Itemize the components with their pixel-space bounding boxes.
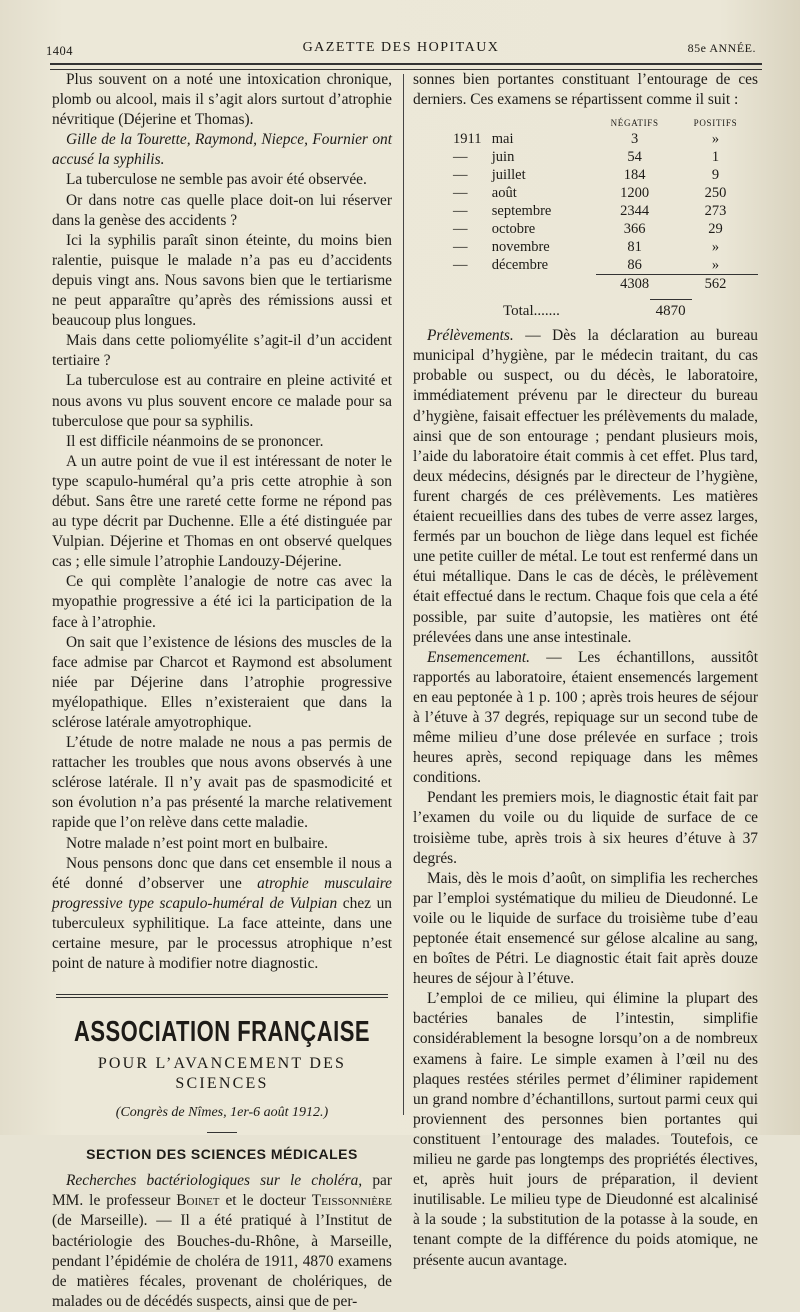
year-label: 85e ANNÉE. (687, 41, 756, 55)
paragraph: On sait que l’existence de lésions des muscles de la face admise par Charcot et Raymond est absolument niée par Déjerine dans l’atrophie progressive myélopathique. Elles n’existeraient que dans la sclérose latérale amyotrophique. (52, 633, 392, 731)
paragraph: La tuberculose est au contraire en pleine activité et nous avons vu plus souvent encore ce malade pour sa tuberculose que pour sa syphilis. (52, 372, 392, 430)
paragraph: Prélèvements. — Dès la déclaration au bureau municipal d’hygiène, par le médecin traitant, du cas probable ou suspect, ou du décès, le laboratoire, immédiatement prévenu par le directeur du bureau d’hygiène, faisait effectuer les prélèvements du malade, ainsi que de son entourage ; pendant plusieurs mois, l’aide du laboratoire était commis à cet effet. Plus tard, deux médecins, désignés par le directeur de l’hygiène, furent chargés de ces prélèvements. Les matières étaient recueillies dans des tubes de verre assez larges, fermés par un bouchon de liège dans lequel est fichée une petite cuiller de métal. Le tout est renfermé dans un étui métallique. Dans le cas de décès, le prélèvement était effectué dans le rectum. Chaque fois que cela a été possible, par suite d’autopsie, les matières ont été prélevées dans une anse intestinale. (413, 327, 758, 646)
paragraph: Il est difficile néanmoins de se prononcer. (66, 432, 324, 450)
total-value: 4870 (650, 299, 692, 322)
association-subtitle: POUR L’AVANCEMENT DES SCIENCES (97, 1055, 347, 1093)
total-row: Total....... 4870 (413, 299, 758, 322)
left-column (52, 70, 392, 1312)
paragraph: Mais, dès le mois d’août, on simplifia les recherches par l’emploi systématique du milieu de Dieudonné. Le voile ou le liquide de surface du troisième tube d’eau peptonée était ensemencé sur gélose alcaline au sang, en boîtes de Pétri. Le diagnostic était fait après douze heures de séjour à l’étuve. (413, 869, 758, 988)
table-header (453, 116, 758, 130)
paragraph: L’étude de notre malade ne nous a pas permis de rattacher les troubles que nous avons observés à une sclérose latérale. Il n’y avait pas de spasmodicité et son évolution n’a pas présenté la marche relativement rapide que l’on relève dans cette maladie. (52, 734, 392, 832)
paragraph: Mais dans cette poliomyélite s’agit-il d’un accident tertiaire ? (52, 332, 392, 370)
section-separator (56, 994, 388, 998)
paragraph: Gille de la Tourette, Raymond, Niepce, Fournier ont accusé la syphilis. (52, 131, 392, 169)
table-row: — novembre 81 » (453, 239, 720, 256)
exam-table (453, 116, 758, 293)
association-title: ASSOCIATION FRANÇAISE (73, 1015, 371, 1048)
short-rule (207, 1132, 237, 1133)
sum-positifs: 562 (673, 275, 758, 294)
section-title: SECTION DES SCIENCES MÉDICALES (86, 1146, 358, 1163)
paragraph: sonnes bien portantes constituant l’entourage de ces derniers. Ces examens se répartissent comme il suit : (413, 71, 758, 109)
table-row: 1911 mai 3 » (453, 131, 720, 148)
table-row: — août 1200 250 (453, 185, 727, 202)
paragraph: Recherches bactériologiques sur le choléra, par MM. le professeur Boinet et le docteur Teissonnière (de Marseille). — Il a été pratiqué à l’Institut de bactériologie des Bouches-du-Rhône, à Marseille, pendant l’épidémie de choléra de 1911, 4870 examens de matières fécales, provenant de cholériques, de malades ou de décédés suspects, ainsi que de per- (52, 1172, 392, 1310)
paragraph: Ici la syphilis paraît sinon éteinte, du moins bien ralentie, puisque le malade n’a pas eu d’accidents depuis vingt ans. Nous savons bien que le tertiarisme ne peut apparaître qu’après des rémissions aussi et beaucoup plus longues. (52, 231, 392, 330)
header-negatifs: NÉGATIFS (610, 118, 659, 129)
congress-line: (Congrès de Nîmes, 1er-6 août 1912.) (115, 1105, 329, 1121)
page-header (38, 38, 764, 60)
total-label: Total (503, 303, 534, 320)
paragraph: Nous pensons donc que dans cet ensemble il nous a été donné d’observer une atrophie musculaire progressive type scapulo-huméral de Vulpian chez un tuberculeux syphilitique. La face atteinte, dans une certaine mesure, par le processus atrophique n’est point de nature à modifier notre diagnostic. (52, 854, 392, 973)
paragraph: A un autre point de vue il est intéressant de noter le type scapulo-huméral qu’a pris cette atrophie à son début. Sans être une rareté cette forme ne répond pas au type décrit par Duchenne. Elle a été distinguée par Vulpian. Déjerine et Thomas en ont observé quelques cas ; elle simule l’atrophie Landouzy-Déjerine. (52, 452, 392, 571)
sum-negatifs: 4308 (596, 275, 673, 294)
paragraph: Notre malade n’est point mort en bulbaire. (66, 834, 328, 852)
table-sum-row (453, 275, 758, 294)
header-positifs: POSITIFS (693, 118, 738, 129)
author-name: Teissonnière (311, 1192, 392, 1210)
paragraph: Plus souvent on a noté une intoxication chronique, plomb ou alcool, mais il s’agit alors surtout d’atrophie névritique (Déjerine et Thomas). (52, 71, 392, 129)
table-row: — octobre 366 29 (453, 221, 723, 238)
table-row: — septembre 2344 273 (453, 203, 727, 220)
page-number: 1404 (46, 44, 73, 58)
paragraph: La tuberculose ne semble pas avoir été observée. (66, 171, 367, 189)
author-name: Boinet (176, 1192, 220, 1210)
paragraph: Or dans notre cas quelle place doit-on lui réserver dans la genèse des accidents ? (52, 191, 392, 229)
journal-title: GAZETTE DES HOPITAUX (302, 40, 500, 55)
table-row: — décembre 86 » (453, 257, 720, 274)
column-divider (403, 74, 404, 1115)
header-rule (50, 63, 762, 70)
table-row: — juin 54 1 (453, 149, 720, 166)
right-column (413, 70, 758, 1271)
paragraph: Pendant les premiers mois, le diagnostic était fait par l’examen du voile ou du liquide de surface de ce troisième tube, après trois à six heures d’étuve à 37 degrés. (413, 789, 758, 867)
table-row: — juillet 184 9 (453, 167, 720, 184)
paragraph: L’emploi de ce milieu, qui élimine la plupart des bactéries banales de l’intestin, simplifie considérablement la besogne lorsqu’on a de nombreux examens à faire. Le simple examen à l’œil nu des plaques restées stériles permet d’éliminer rapidement un grand nombre d’échantillons, surtout parmi ceux qui proviennent des personnes bien portantes qui constituent l’entourage des malades. Toutefois, ce milieu ne garde pas longtemps des propriétés électives, et, après huit jours de préparation, il devient inutilisable. Le milieu type de Dieudonné est alcalinisé à la soude ; la substitution de la potasse à la soude, en tenant compte de la différence du poids atomique, ne présente aucun avantage. (413, 990, 758, 1269)
paragraph: Ce qui complète l’analogie de notre cas avec la myopathie progressive a été ici la participation de la face à l’atrophie. (52, 573, 392, 631)
paragraph: Ensemencement. — Les échantillons, aussitôt rapportés au laboratoire, étaient ensemencés largement en eau peptonée à 1 p. 100 ; après trois heures de séjour à l’étuve à 37 degrés, repiquage sur un second tube de même milieu d’une dose prélevée en surface ; trois heures après, second repiquage dans les mêmes conditions. (413, 648, 758, 787)
